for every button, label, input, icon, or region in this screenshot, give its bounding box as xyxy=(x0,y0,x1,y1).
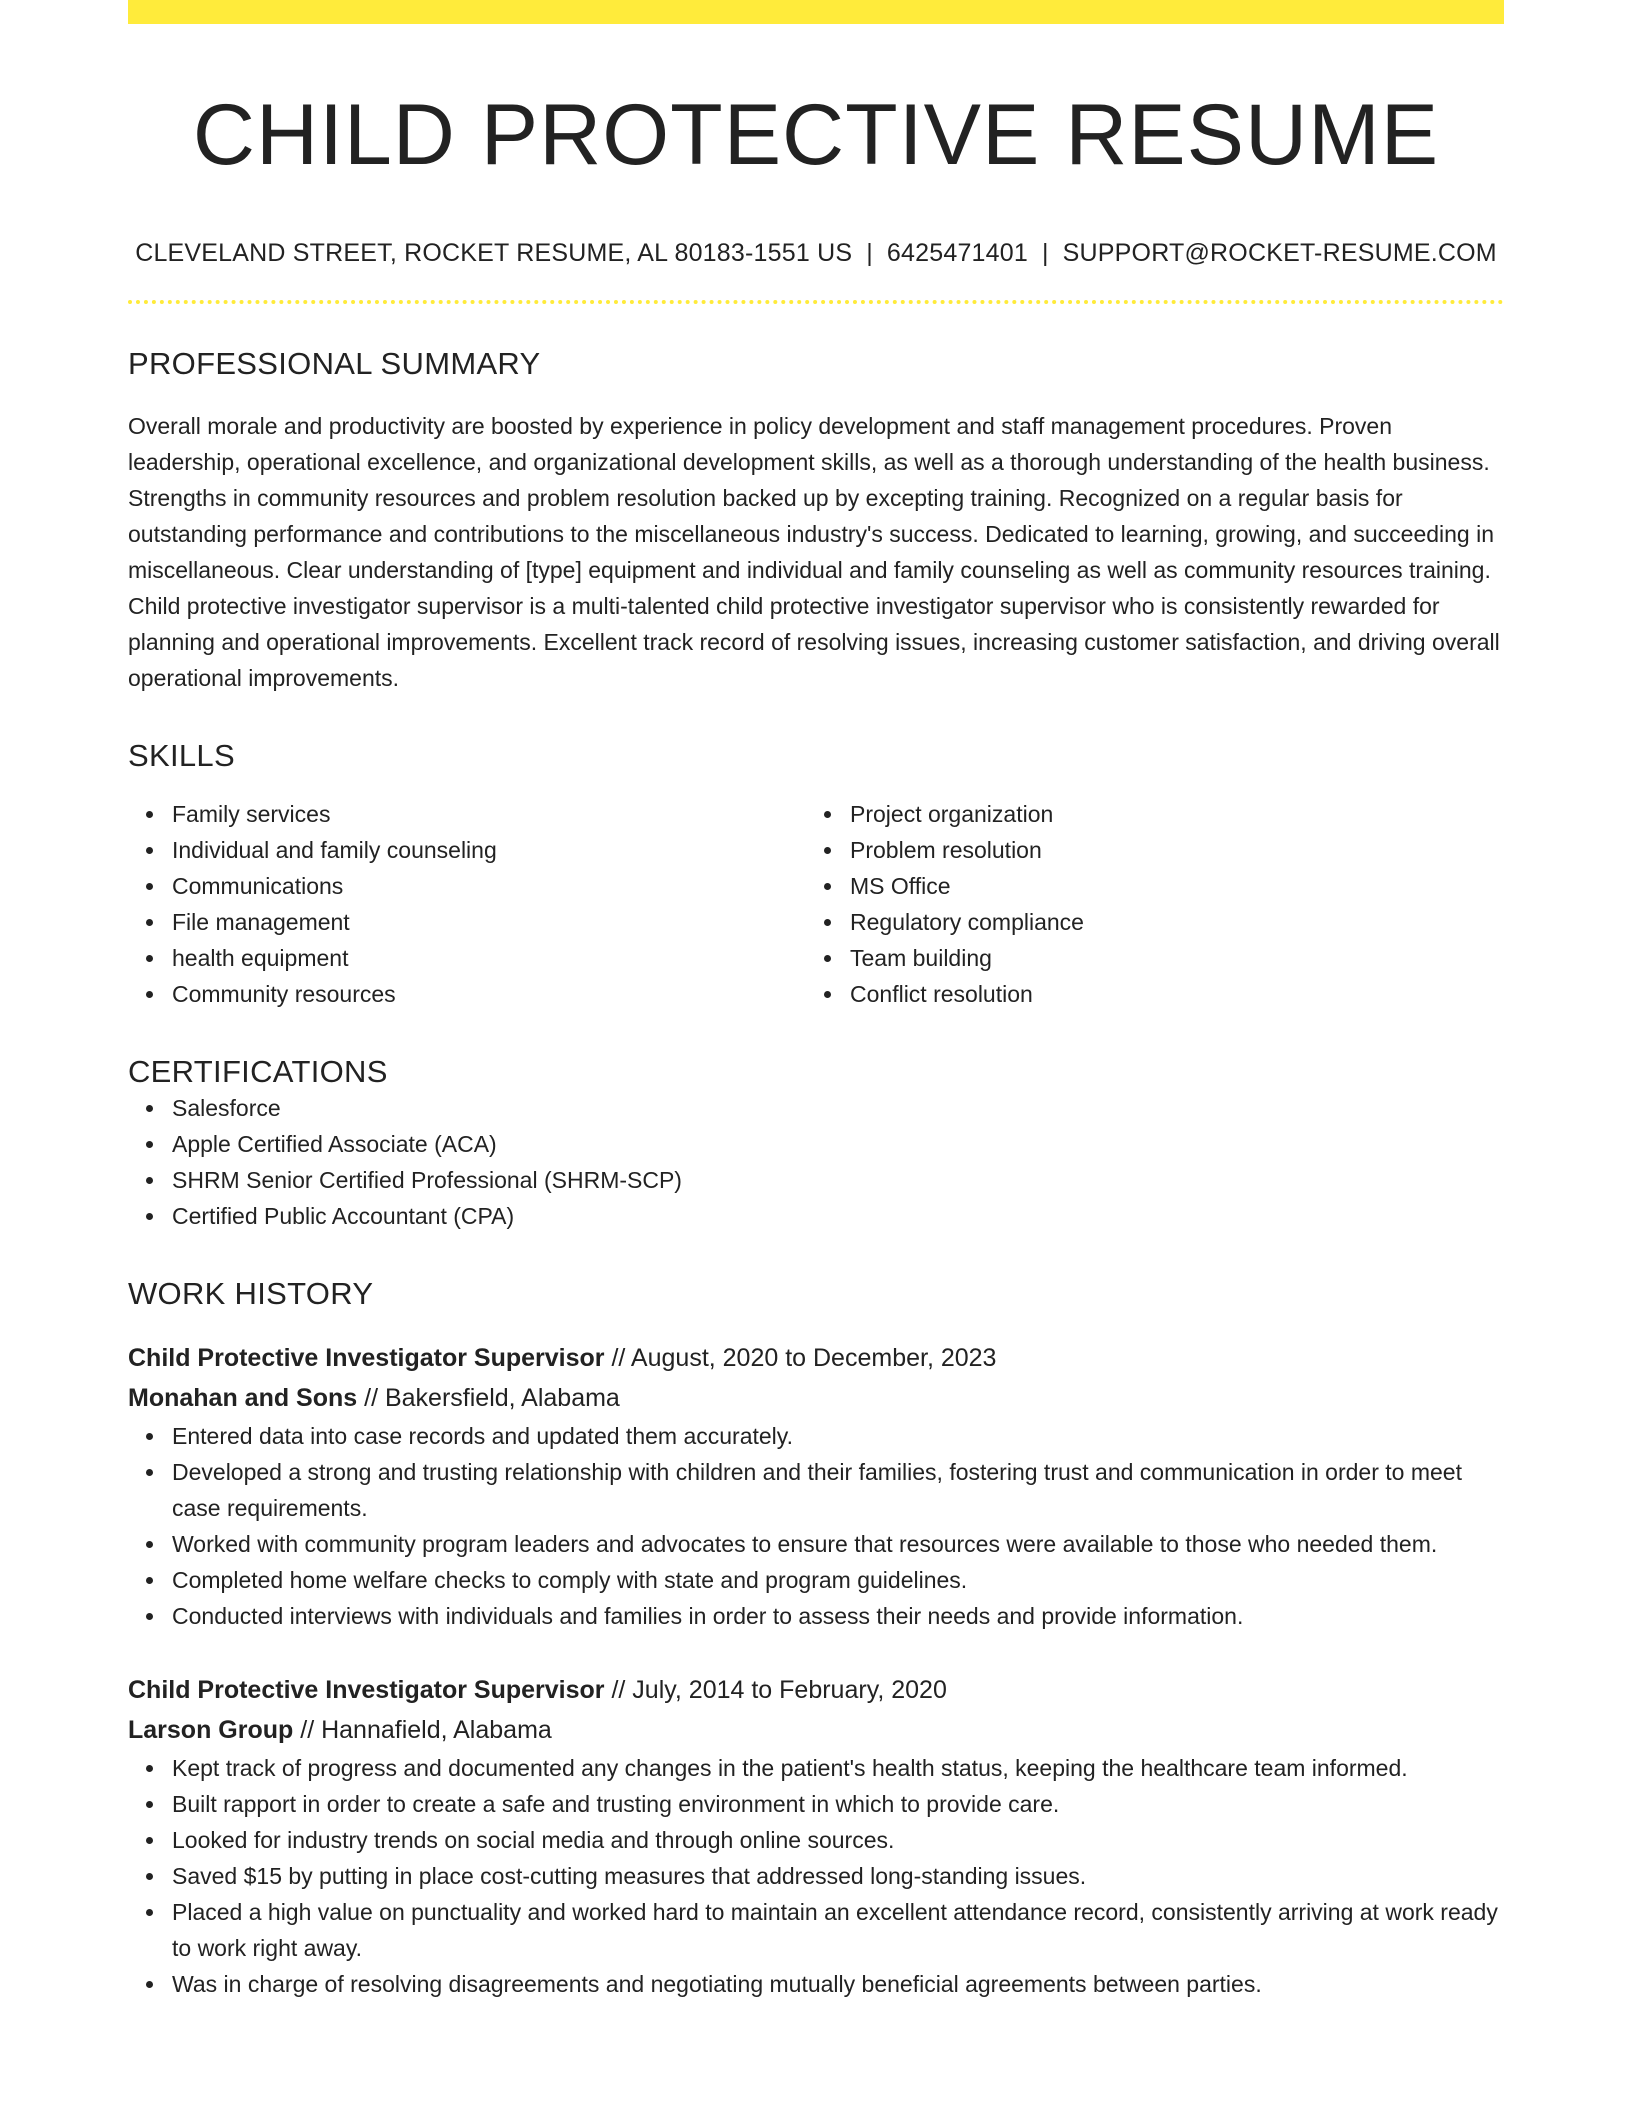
skill-item: MS Office xyxy=(850,868,1484,904)
skill-item: Team building xyxy=(850,940,1484,976)
job-duty: Developed a strong and trusting relationship with children and their families, fostering trust and communication in order to meet case requirements. xyxy=(172,1454,1504,1526)
contact-info xyxy=(128,239,1504,268)
skills-heading: SKILLS xyxy=(128,738,235,774)
phone-text: 6425471401 xyxy=(886,239,1028,268)
job-company: Larson Group xyxy=(128,1716,294,1745)
job-duty: Completed home welfare checks to comply with state and program guidelines. xyxy=(172,1562,1504,1598)
skill-item: Family services xyxy=(172,796,806,832)
certification-item: SHRM Senior Certified Professional (SHRM-SCP) xyxy=(172,1162,1504,1198)
skills-right-list xyxy=(806,796,1484,1012)
address-text: CLEVELAND STREET, ROCKET RESUME, AL 80183-1551 US xyxy=(135,239,853,268)
contact-separator: | xyxy=(866,239,873,268)
job-title: Child Protective Investigator Supervisor xyxy=(128,1676,605,1705)
skill-item: Communications xyxy=(172,868,806,904)
summary-text: Overall morale and productivity are boosted by experience in policy development and staff management procedures. Proven leadership, operational excellence, and organizational development skills, as well as a thorough understanding of the health business. Strengths in community resources and problem resolution backed up by excepting training. Recognized on a regular basis for outstanding performance and contributions to the miscellaneous industry's success. Dedicated to learning, growing, and succeeding in miscellaneous. Clear understanding of [type] equipment and individual and family counseling as well as community resources training. Child protective investigator supervisor is a multi-talented child protective investigator supervisor who is consistently rewarded for planning and operational improvements. Excellent track record of resolving issues, increasing customer satisfaction, and driving overall operational improvements. xyxy=(128,413,1500,692)
skill-item: Regulatory compliance xyxy=(850,904,1484,940)
job-company: Monahan and Sons xyxy=(128,1384,358,1413)
job-duties-list xyxy=(128,1418,1504,1634)
certification-item: Apple Certified Associate (ACA) xyxy=(172,1126,1504,1162)
skills-right-column xyxy=(806,796,1484,1012)
job-company-line xyxy=(128,1378,1504,1418)
job-title: Child Protective Investigator Supervisor xyxy=(128,1344,605,1373)
job-location: // Bakersfield, Alabama xyxy=(364,1384,620,1413)
certification-item: Certified Public Accountant (CPA) xyxy=(172,1198,1504,1234)
dotted-divider xyxy=(128,300,1504,304)
job-duties-list xyxy=(128,1750,1504,2002)
job-entry xyxy=(128,1338,1504,1634)
job-duty: Entered data into case records and updated them accurately. xyxy=(172,1418,1504,1454)
summary-heading: PROFESSIONAL SUMMARY xyxy=(128,346,541,382)
skill-item: Community resources xyxy=(172,976,806,1012)
work-history-heading: WORK HISTORY xyxy=(128,1276,374,1312)
accent-top-bar xyxy=(128,0,1504,24)
skills-left-column xyxy=(128,796,806,1012)
contact-separator: | xyxy=(1041,239,1049,268)
job-duty: Was in charge of resolving disagreements and negotiating mutually beneficial agreements between parties. xyxy=(172,1966,1504,2002)
job-duty: Conducted interviews with individuals and families in order to assess their needs and provide information. xyxy=(172,1598,1504,1634)
job-title-line xyxy=(128,1338,1504,1378)
certifications-heading: CERTIFICATIONS xyxy=(128,1054,388,1090)
skill-item: Individual and family counseling xyxy=(172,832,806,868)
job-dates: // July, 2014 to February, 2020 xyxy=(611,1676,947,1705)
resume-title: CHILD PROTECTIVE RESUME xyxy=(192,87,1440,183)
email-text: SUPPORT@ROCKET-RESUME.COM xyxy=(1062,239,1497,268)
job-duty: Kept track of progress and documented any changes in the patient's health status, keeping the healthcare team informed. xyxy=(172,1750,1504,1786)
skill-item: Conflict resolution xyxy=(850,976,1484,1012)
skills-left-list xyxy=(128,796,806,1012)
job-entry xyxy=(128,1670,1504,2002)
skills-columns xyxy=(128,796,1504,1012)
job-duty: Worked with community program leaders and advocates to ensure that resources were available to those who needed them. xyxy=(172,1526,1504,1562)
certification-item: Salesforce xyxy=(172,1090,1504,1126)
skill-item: Problem resolution xyxy=(850,832,1484,868)
job-duty: Saved $15 by putting in place cost-cutting measures that addressed long-standing issues. xyxy=(172,1858,1504,1894)
job-duty: Placed a high value on punctuality and worked hard to maintain an excellent attendance record, consistently arriving at work ready to work right away. xyxy=(172,1894,1504,1966)
job-duty: Built rapport in order to create a safe and trusting environment in which to provide care. xyxy=(172,1786,1504,1822)
skill-item: Project organization xyxy=(850,796,1484,832)
job-title-line xyxy=(128,1670,1504,1710)
job-duty: Looked for industry trends on social media and through online sources. xyxy=(172,1822,1504,1858)
job-dates: // August, 2020 to December, 2023 xyxy=(611,1344,997,1373)
job-company-line xyxy=(128,1710,1504,1750)
skill-item: health equipment xyxy=(172,940,806,976)
skill-item: File management xyxy=(172,904,806,940)
resume-content xyxy=(128,24,1504,2002)
job-location: // Hannafield, Alabama xyxy=(300,1716,552,1745)
certifications-list xyxy=(128,1090,1504,1234)
